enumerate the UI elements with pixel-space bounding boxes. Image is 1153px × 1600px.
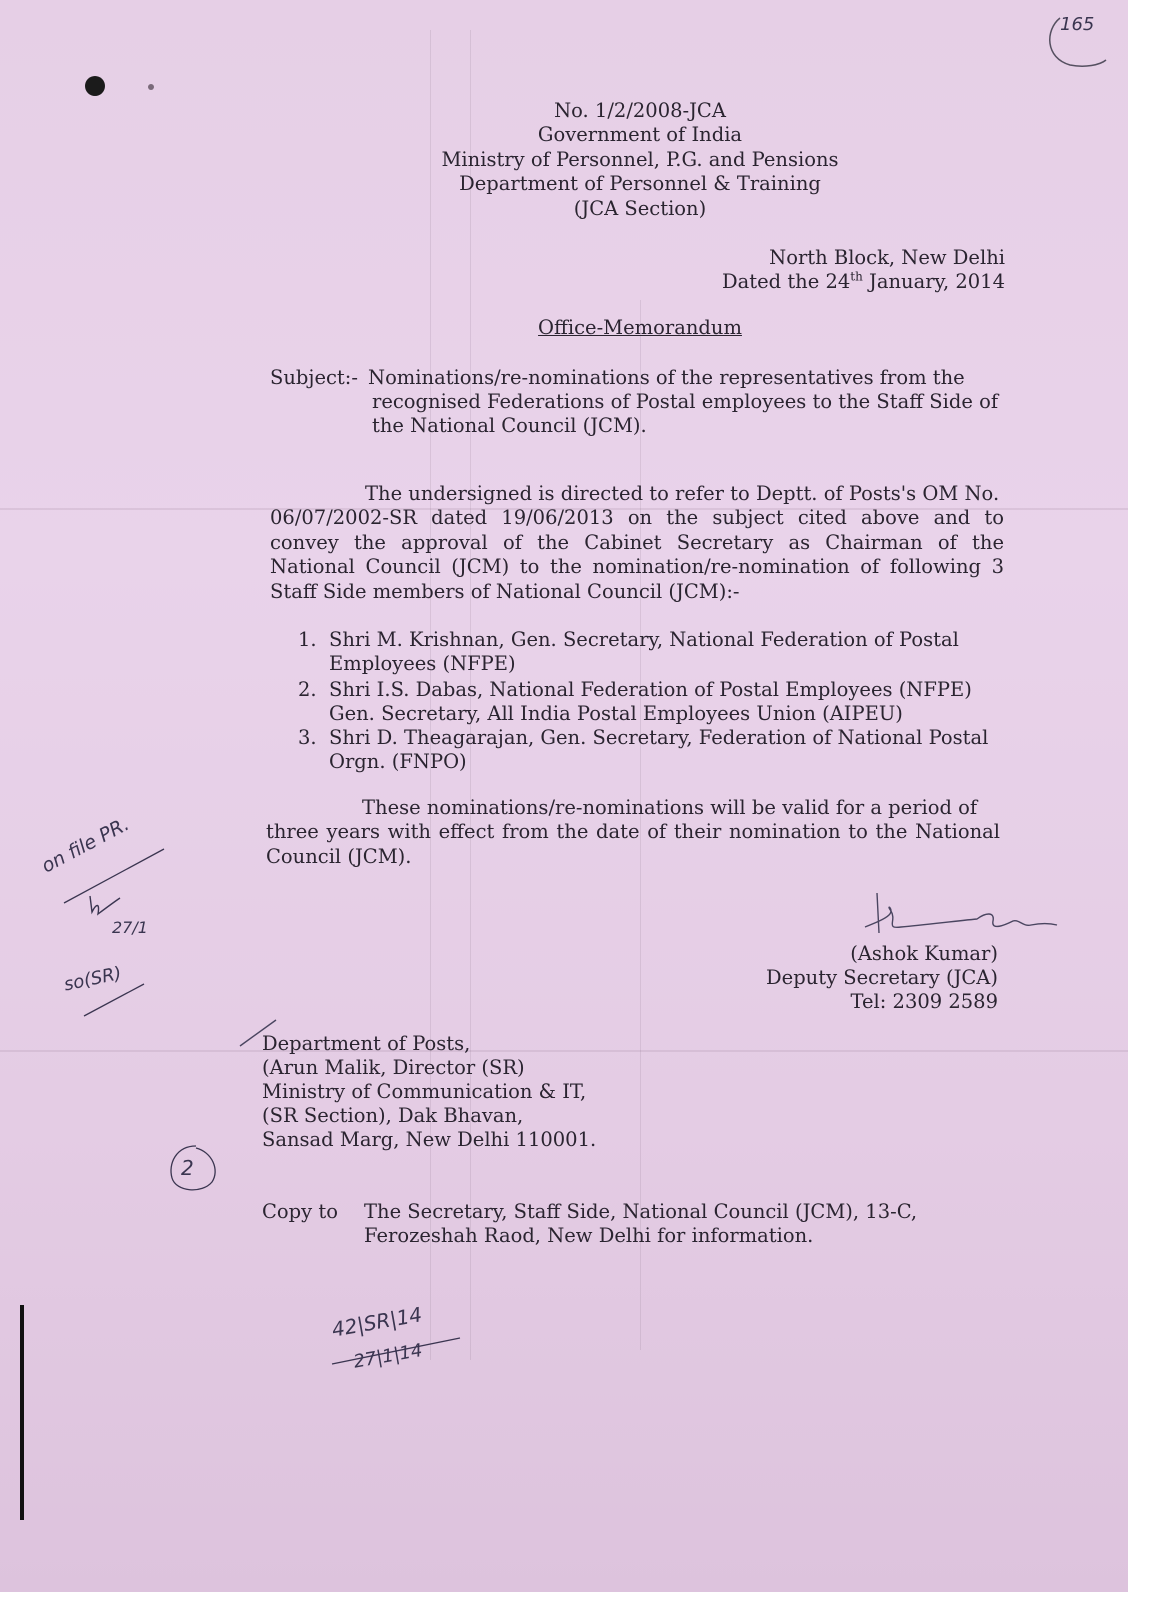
addressee-line-3: Ministry of Communication & IT, xyxy=(262,1080,587,1103)
binder-edge xyxy=(20,1305,24,1520)
signatory-designation: Deputy Secretary (JCA) xyxy=(766,966,998,989)
date-prefix: Dated the 24 xyxy=(722,270,851,293)
handwritten-diary-number: 42|SR|14 xyxy=(330,1302,424,1342)
handwritten-so-sr: so(SR) xyxy=(62,962,124,996)
paragraph-1-body: 06/07/2002-SR dated 19/06/2013 on the subject cited above and to convey the approval of the Cabinet Secretary as Chairman of the National Council (JCM) to the nomination/re-nomination of following 3 Staff Side members of National Council (JCM):- xyxy=(270,506,1004,603)
signatory-telephone: Tel: 2309 2589 xyxy=(850,990,998,1013)
ministry-name: Ministry of Personnel, P.G. and Pensions xyxy=(441,148,839,171)
punch-hole xyxy=(85,76,105,96)
handwritten-circled-number: 2 xyxy=(181,1156,194,1180)
addressee-line-4: (SR Section), Dak Bhavan, xyxy=(262,1104,524,1127)
paper-fold-line xyxy=(0,1050,1128,1052)
member-3-line-2: Orgn. (FNPO) xyxy=(329,750,467,773)
paragraph-1-first-line: The undersigned is directed to refer to Deptt. of Posts's OM No. xyxy=(365,482,1000,505)
signature-mark xyxy=(845,885,1065,945)
paragraph-2-body: three years with effect from the date of their nomination to the National Council (JCM). xyxy=(266,820,1000,868)
date-line xyxy=(600,270,1005,295)
member-1-number: 1. xyxy=(298,628,317,651)
addressee-line-5: Sansad Marg, New Delhi 110001. xyxy=(262,1128,597,1151)
margin-page-number: 165 xyxy=(1060,14,1095,35)
handwritten-date: 27/1 xyxy=(112,918,148,937)
signatory-name: (Ashok Kumar) xyxy=(850,942,998,965)
subject-line-1: Nominations/re-nominations of the representatives from the xyxy=(368,366,965,389)
copy-to-label: Copy to xyxy=(262,1200,338,1223)
member-1-line-1: Shri M. Krishnan, Gen. Secretary, National Federation of Postal xyxy=(329,628,959,651)
copy-to-line-1: The Secretary, Staff Side, National Council (JCM), 13-C, xyxy=(364,1200,918,1223)
member-3-number: 3. xyxy=(298,726,317,749)
reference-number: No. 1/2/2008-JCA xyxy=(554,99,726,122)
memo-title: Office-Memorandum xyxy=(538,316,742,339)
member-1-line-2: Employees (NFPE) xyxy=(329,652,516,675)
handwritten-diary-date: 27|1|14 xyxy=(352,1339,424,1373)
subject-line-2: recognised Federations of Postal employees to the Staff Side of xyxy=(372,390,999,413)
copy-to-line-2: Ferozeshah Raod, New Delhi for information. xyxy=(364,1224,814,1247)
member-3-line-1: Shri D. Theagarajan, Gen. Secretary, Federation of National Postal xyxy=(329,726,989,749)
place: North Block, New Delhi xyxy=(769,246,1005,269)
paragraph-2-first-line: These nominations/re-nominations will be valid for a period of xyxy=(362,796,978,819)
handwritten-on-file-note: on file PR. xyxy=(38,813,133,878)
subject-label: Subject:- xyxy=(270,366,358,389)
department-name: Department of Personnel & Training xyxy=(459,172,821,195)
subject-line-3: the National Council (JCM). xyxy=(372,414,647,437)
date-suffix: January, 2014 xyxy=(862,270,1005,293)
margin-circle-mark xyxy=(1040,10,1110,70)
date-ordinal: th xyxy=(850,269,863,284)
handwritten-underline xyxy=(80,980,150,1020)
addressee-line-2: (Arun Malik, Director (SR) xyxy=(262,1056,525,1079)
member-2-number: 2. xyxy=(298,678,317,701)
addressee-line-1: Department of Posts, xyxy=(262,1032,471,1055)
punch-mark xyxy=(148,84,154,90)
member-2-line-1: Shri I.S. Dabas, National Federation of Postal Employees (NFPE) xyxy=(329,678,972,701)
section-name: (JCA Section) xyxy=(573,197,707,220)
government-name: Government of India xyxy=(537,123,743,146)
member-2-line-2: Gen. Secretary, All India Postal Employees Union (AIPEU) xyxy=(329,702,903,725)
